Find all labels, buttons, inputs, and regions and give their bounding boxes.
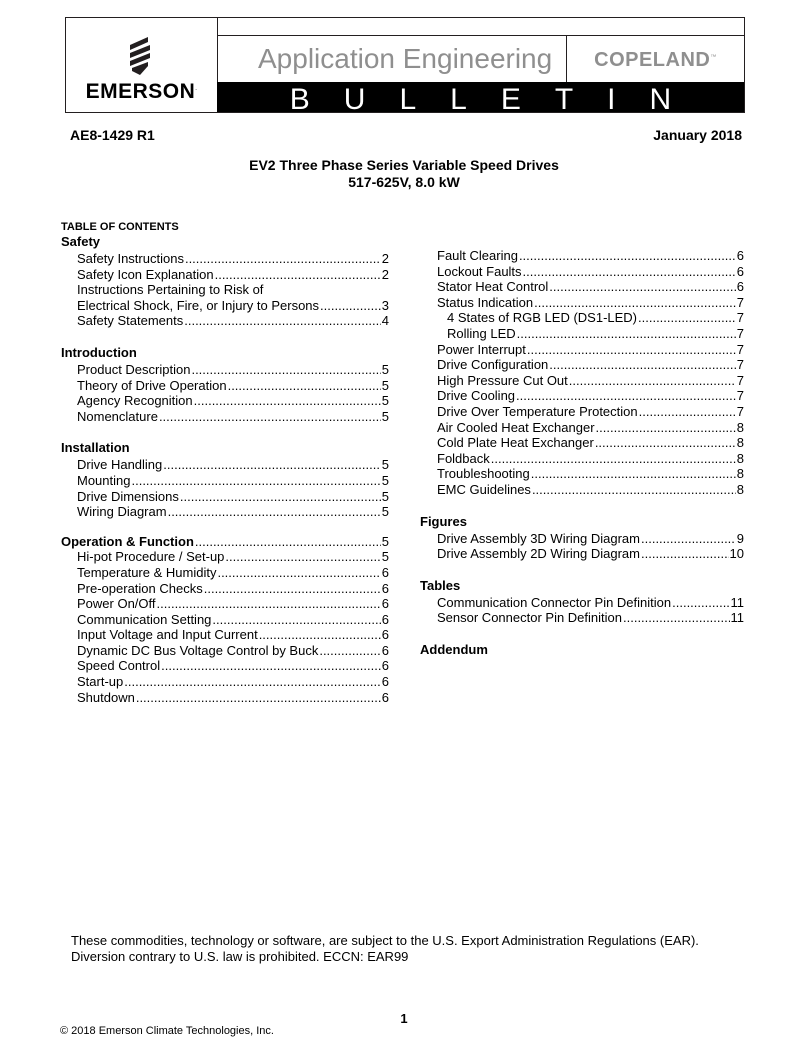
toc-leader-dots	[185, 251, 381, 267]
toc-entry[interactable]	[437, 546, 744, 562]
toc-entry[interactable]	[77, 658, 389, 674]
toc-entry[interactable]	[77, 596, 389, 612]
toc-entry-page: 8	[736, 481, 744, 497]
emerson-logo	[66, 18, 218, 112]
toc-entry-page: 7	[736, 310, 744, 326]
toc-leader-dots	[638, 310, 736, 326]
toc-leader-dots	[136, 690, 381, 706]
bulletin-header	[65, 17, 745, 116]
toc-introduction-list	[77, 362, 389, 424]
toc-entry-page: 4	[381, 313, 389, 329]
toc-entry[interactable]	[77, 549, 389, 565]
toc-entry[interactable]	[437, 357, 744, 373]
toc-entry[interactable]	[77, 473, 389, 489]
toc-entry-page: 7	[736, 388, 744, 404]
toc-entry[interactable]	[437, 420, 744, 436]
toc-entry-label: Nomenclature	[77, 408, 158, 424]
toc-entry[interactable]	[437, 248, 744, 264]
application-engineering-title: Application Engineering	[258, 43, 553, 74]
toc-entry-label: Drive Cooling	[437, 388, 516, 404]
toc-leader-dots	[319, 643, 380, 659]
toc-entry[interactable]	[437, 326, 744, 342]
toc-section-introduction: Introduction	[61, 344, 137, 360]
toc-operation-list	[77, 549, 389, 705]
page-number: 1	[400, 1011, 408, 1026]
toc-entry-page: 7	[736, 341, 744, 357]
toc-entry-label: Pre-operation Checks	[77, 580, 203, 596]
toc-entry-page: 8	[736, 466, 744, 482]
toc-leader-dots	[161, 658, 381, 674]
toc-section-installation: Installation	[61, 440, 130, 456]
toc-entry-page: 7	[736, 403, 744, 419]
toc-leader-dots	[623, 610, 730, 626]
toc-entry-page: 6	[736, 279, 744, 295]
toc-entry-page: 8	[736, 435, 744, 451]
toc-entry[interactable]	[77, 643, 389, 659]
toc-leader-dots	[225, 549, 380, 565]
toc-leader-dots	[549, 279, 735, 295]
toc-entry-page: 6	[381, 642, 389, 658]
toc-entry-page: 5	[381, 488, 389, 504]
toc-section-figures: Figures	[420, 513, 467, 529]
toc-leader-dots	[519, 248, 736, 264]
toc-leader-dots	[527, 342, 736, 358]
document-date: January 2018	[653, 127, 742, 143]
toc-entry-label: Drive Assembly 2D Wiring Diagram	[437, 546, 640, 562]
toc-entry-page: 10	[729, 546, 744, 562]
toc-section-addendum[interactable]: Addendum	[420, 641, 488, 657]
toc-entry[interactable]	[77, 409, 389, 425]
toc-entry[interactable]	[77, 251, 389, 267]
toc-entry-page: 5	[381, 393, 389, 409]
toc-safety-list	[77, 251, 389, 329]
toc-entry[interactable]	[77, 581, 389, 597]
emerson-symbol-icon	[124, 35, 156, 77]
toc-entry-page: 7	[736, 372, 744, 388]
toc-entry[interactable]	[77, 627, 389, 643]
toc-entry-label: Drive Over Temperature Protection	[437, 403, 638, 419]
toc-leader-dots	[184, 313, 381, 329]
toc-leader-dots	[532, 482, 736, 498]
toc-leader-dots	[569, 373, 736, 389]
toc-section-safety: Safety	[61, 234, 101, 249]
bulletin-label: BULLETIN	[289, 83, 706, 116]
toc-entry-label: Temperature & Humidity	[77, 564, 217, 580]
toc-right-column	[420, 248, 744, 657]
toc-entry-page: 11	[730, 610, 744, 626]
toc-entry-label: Troubleshooting	[437, 466, 530, 482]
toc-leader-dots	[523, 264, 736, 280]
toc-entry-label: Electrical Shock, Fire, or Injury to Persons	[77, 297, 320, 313]
toc-entry-page: 7	[736, 325, 744, 341]
toc-entry-page: 6	[381, 611, 389, 627]
toc-leader-dots	[191, 362, 380, 378]
toc-left-column	[61, 234, 389, 705]
toc-leader-dots	[194, 393, 381, 409]
toc-entry-label: Input Voltage and Input Current	[77, 627, 258, 643]
toc-leader-dots	[124, 674, 381, 690]
toc-leader-dots	[259, 627, 381, 643]
toc-entry[interactable]	[437, 610, 744, 626]
toc-entry[interactable]	[437, 388, 744, 404]
copeland-wordmark: COPELAND	[594, 49, 711, 71]
toc-entry-label: Drive Handling	[77, 457, 163, 473]
toc-entry[interactable]	[77, 612, 389, 628]
toc-figures-list	[437, 531, 744, 562]
toc-entry-page: 6	[381, 564, 389, 580]
toc-leader-dots	[180, 489, 381, 505]
toc-leader-dots	[531, 466, 736, 482]
document-number: AE8-1429 R1	[70, 127, 155, 143]
toc-entry-page: 2	[381, 251, 389, 266]
toc-entry[interactable]	[77, 489, 389, 505]
document-title: EV2 Three Phase Series Variable Speed Drives 517-625V, 8.0 kW	[249, 157, 559, 190]
toc-leader-dots	[596, 420, 736, 436]
toc-entry-label: Safety Instructions	[77, 251, 184, 266]
toc-entry-page: 7	[736, 357, 744, 373]
toc-entry-label: Foldback	[437, 450, 490, 466]
toc-leader-dots	[639, 404, 736, 420]
toc-entry-label: Power On/Off	[77, 596, 156, 612]
toc-leader-dots	[641, 546, 729, 562]
toc-leader-dots	[131, 473, 380, 489]
export-notice: These commodities, technology or software, are subject to the U.S. Export Administration Regulations (EAR). Diversion contrary to U.S. law is prohibited. ECCN: EAR99	[71, 933, 699, 964]
toc-section-operation[interactable]: Operation & Function ..... 5	[61, 534, 389, 550]
toc-entry-label: Safety Statements	[77, 313, 184, 329]
toc-entry-page: 8	[736, 419, 744, 435]
toc-entry-label: Power Interrupt	[437, 341, 526, 357]
toc-entry-page: 8	[736, 450, 744, 466]
toc-entry[interactable]: Instructions Pertaining to Risk of	[77, 282, 264, 298]
toc-entry[interactable]	[437, 482, 744, 498]
toc-leader-dots	[517, 326, 736, 342]
toc-leader-dots	[595, 435, 736, 451]
toc-leader-dots	[215, 267, 381, 283]
toc-entry-page: 5	[381, 408, 389, 424]
toc-entry[interactable]	[77, 504, 389, 520]
toc-entry-label: Mounting	[77, 472, 131, 488]
toc-entry-label: Theory of Drive Operation	[77, 377, 227, 393]
toc-entry[interactable]	[77, 298, 389, 314]
toc-entry-label: Status Indication	[437, 294, 534, 310]
toc-entry-label: Wiring Diagram	[77, 504, 167, 520]
toc-entry-page: 5	[381, 472, 389, 488]
toc-function-list	[437, 248, 744, 498]
toc-entry-label: High Pressure Cut Out	[437, 372, 568, 388]
toc-leader-dots	[212, 612, 380, 628]
toc-entry[interactable]	[77, 267, 389, 283]
toc-entry-page: 6	[736, 263, 744, 279]
toc-leader-dots	[534, 295, 736, 311]
toc-entry[interactable]	[77, 393, 389, 409]
toc-leader-dots	[159, 409, 381, 425]
toc-leader-dots	[217, 565, 380, 581]
toc-entry-label: Shutdown	[77, 689, 135, 705]
toc-entry-label: Drive Dimensions	[77, 488, 179, 504]
toc-entry-label: Lockout Faults	[437, 263, 522, 279]
toc-entry-page: 5	[381, 549, 389, 565]
toc-entry[interactable]	[437, 466, 744, 482]
toc-entry[interactable]	[437, 279, 744, 295]
toc-entry-page: 5	[381, 457, 389, 473]
toc-leader-dots	[672, 595, 729, 611]
toc-entry[interactable]	[437, 451, 744, 467]
toc-entry-page: 5	[381, 377, 389, 393]
copeland-logo: COPELAND™	[566, 35, 744, 83]
toc-entry[interactable]	[437, 310, 744, 326]
toc-entry-page: 6	[381, 658, 389, 674]
toc-entry[interactable]	[437, 531, 744, 547]
toc-entry-label: 4 States of RGB LED (DS1-LED)	[447, 310, 638, 326]
toc-entry[interactable]	[77, 674, 389, 690]
toc-entry[interactable]	[77, 565, 389, 581]
toc-entry[interactable]	[437, 595, 744, 611]
toc-entry-page: 6	[381, 627, 389, 643]
toc-entry-label: Rolling LED	[447, 325, 516, 341]
toc-leader-dots	[516, 388, 736, 404]
toc-leader-dots	[641, 531, 736, 547]
copyright: © 2018 Emerson Climate Technologies, Inc.	[60, 1025, 274, 1037]
toc-entry-page: 5	[381, 361, 389, 377]
toc-entry-page: 5	[381, 504, 389, 520]
toc-leader-dots	[157, 596, 381, 612]
toc-entry[interactable]	[437, 342, 744, 358]
toc-entry-page: 6	[381, 689, 389, 705]
toc-entry-label: Safety Icon Explanation	[77, 266, 214, 282]
toc-entry[interactable]	[77, 690, 389, 706]
toc-leader-dots	[168, 504, 381, 520]
toc-entry-label: Fault Clearing	[437, 248, 518, 263]
toc-entry-label: Communication Setting	[77, 611, 212, 627]
toc-leader-dots	[163, 457, 381, 473]
toc-entry[interactable]	[77, 378, 389, 394]
toc-leader-dots	[491, 451, 736, 467]
toc-entry-page: 9	[736, 530, 744, 546]
toc-entry-label: Cold Plate Heat Exchanger	[437, 435, 594, 451]
toc-entry-label: Sensor Connector Pin Definition	[437, 610, 622, 626]
toc-entry[interactable]	[437, 264, 744, 280]
emerson-wordmark: EMERSON.	[85, 80, 198, 103]
toc-entry-label: Communication Connector Pin Definition	[437, 594, 672, 610]
toc-entry-label: Stator Heat Control	[437, 279, 549, 295]
toc-entry-label: Drive Configuration	[437, 357, 549, 373]
toc-entry-label: Speed Control	[77, 658, 161, 674]
toc-entry[interactable]	[437, 404, 744, 420]
toc-entry-label: Air Cooled Heat Exchanger	[437, 419, 595, 435]
toc-entry-page: 6	[736, 248, 744, 263]
toc-entry-label: Drive Assembly 3D Wiring Diagram	[437, 530, 640, 546]
toc-entry[interactable]	[77, 313, 389, 329]
toc-entry-label: Start-up	[77, 674, 124, 690]
toc-entry-page: 6	[381, 580, 389, 596]
toc-entry-page: 6	[381, 596, 389, 612]
toc-entry-label: Agency Recognition	[77, 393, 193, 409]
toc-entry[interactable]	[77, 457, 389, 473]
toc-entry-page: 7	[736, 294, 744, 310]
toc-entry-page: 2	[381, 266, 389, 282]
toc-heading: TABLE OF CONTENTS	[61, 221, 179, 233]
toc-entry-label: Dynamic DC Bus Voltage Control by Buck	[77, 642, 319, 658]
toc-entry[interactable]	[437, 435, 744, 451]
toc-entry-page: 11	[730, 594, 744, 610]
toc-tables-list	[437, 595, 744, 626]
toc-leader-dots	[204, 581, 381, 597]
toc-leader-dots	[320, 298, 381, 314]
toc-leader-dots	[549, 357, 735, 373]
toc-entry-label: EMC Guidelines	[437, 481, 531, 497]
toc-entry-page: 6	[381, 674, 389, 690]
toc-section-tables: Tables	[420, 577, 461, 593]
bulletin-bar	[217, 82, 744, 116]
toc-installation-list	[77, 457, 389, 519]
toc-entry-label: Product Description	[77, 361, 191, 377]
toc-entry-label: Hi-pot Procedure / Set-up	[77, 549, 225, 565]
toc-entry[interactable]	[437, 373, 744, 389]
toc-entry[interactable]	[437, 295, 744, 311]
toc-entry[interactable]	[77, 362, 389, 378]
toc-leader-dots	[228, 378, 381, 394]
toc-entry-page: 3	[381, 297, 389, 313]
